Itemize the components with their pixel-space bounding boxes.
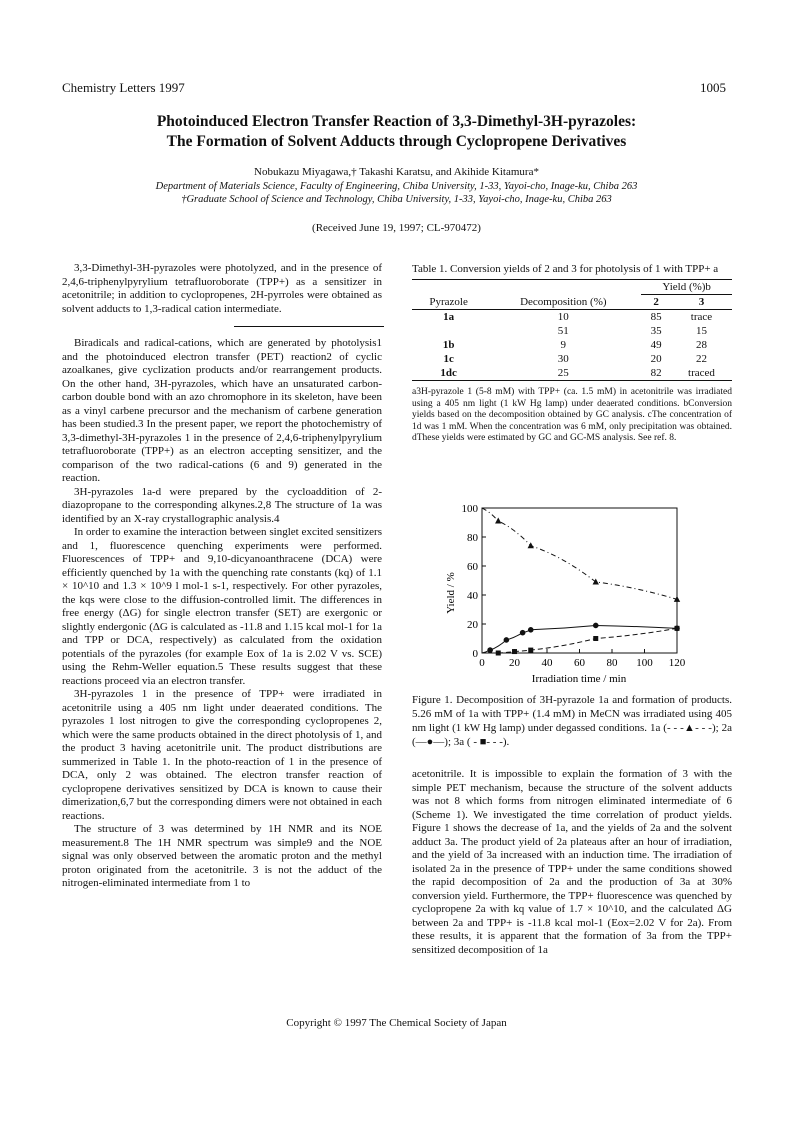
table-notes: a3H-pyrazole 1 (5-8 mM) with TPP+ (ca. 1.5 mM) in acetonitrile was irradiated using a 405 nm light (1 kW Hg lamp) under deaerated conditions. bConversion yields based on the decomposition obtained by GC analysis. cThe concentration of 1d was 1 mM. When the concentration was 6 mM, only precipitation was obtained. dThese yields were estimated by GC and GC-MS analysis. See ref. 8. [412, 387, 732, 443]
table-cell: 1c [443, 353, 454, 365]
paragraph-1: Biradicals and radical-cations, which are generated by photolysis1 and the photoinduced electron transfer (PET) reaction2 of cyclic azoalkanes, give cyclization products and/or rearrangement products. On the other hand, 3H-pyrazoles, which have an unsaturated carbon-carbon double bond with an azo chromophore in its skeleton, have been as a vinyl carbene precursor and the mechanism of carbene generation has been studied.3 In the present paper, we report the photochemistry of 3,3-dimethyl-3H-pyrazoles 1 in the presence of 2,4,6-triphenylpyrylium tetrafluoroborate (TPP+) as an electron accepting sensitizer, and the comparison of the two radical-cations (6 and 9) generated in the reaction. [62, 337, 382, 484]
point-2a [593, 623, 599, 629]
point-2a [504, 637, 510, 643]
y-tick-label: 100 [461, 503, 478, 515]
table-cell: 28 [695, 339, 707, 351]
table-1 [412, 280, 732, 381]
affiliation-2: †Graduate School of Science and Technology, Chiba University, 1-33, Yayoi-cho, Inage-ku, Chiba 263 [181, 194, 612, 205]
journal-name: Chemistry Letters 1997 [62, 80, 185, 95]
y-axis-label: Yield / % [445, 572, 457, 614]
table-cell: 1a [443, 311, 455, 323]
point-2a [487, 647, 493, 653]
table-cell: 30 [557, 353, 569, 365]
table-row [412, 310, 732, 325]
series-line-2a [482, 625, 677, 653]
table-row [412, 352, 732, 366]
y-tick-label: 60 [467, 561, 478, 573]
paragraph-3: In order to examine the interaction between singlet excited sensitizers and 1, fluorescence quenching experiments were performed. Fluorescences of TPP+ and 9,10-dicyanoanthracene (DCA) were efficiently quenched by 1a with the quenching rate constants (kq) of 1.1 × 10^10 and 1.3 × 10^9 l mol-1 s-1, respectively. For other pyrazoles, the kqs were close to the diffusion-controlled limit. The differences in free energy (ΔG) for single electron transfer (SET) are exergonic or slightly endergonic (ΔG is calculated as -11.8 and 1.15 kcal mol-1 for 1a and TPP or DCA, respectively) as calculated from the oxidation potentials of the pyrazoles (for example Eox of 1a is 2.02 V vs. SCE) using the Rehm-Weller equation.5 These results suggest that these reactions proceed via an electron transfer. [62, 526, 382, 687]
table-cell: 51 [557, 325, 569, 337]
point-1a [528, 542, 534, 548]
table-cell: traced [688, 367, 715, 379]
y-tick-label: 40 [467, 590, 478, 602]
abstract: 3,3-Dimethyl-3H-pyrazoles were photolyzed, and in the presence of 2,4,6-triphenylpyrylium tetrafluoroborate (TPP+) as a sensitizer in acetonitrile; in addition to cyclopropenes, 2H-pyrroles were obtained as solvent adducts to 1,3-radical cation intermediate. [62, 262, 382, 315]
paragraph-4: 3H-pyrazoles 1 in the presence of TPP+ were irradiated in acetonitrile using a 405 nm light under deaerated conditions. The pyrazoles 1 lost nitrogen to give the corresponding cyclopropenes 2, which were the same products obtained in the direct photolysis of 1, and the product 3 having acetonitrile unit. The product distributions are summerized in Table 1. In the photo-reaction of 1 in the presence of DCA, only 2 was obtained. The electron transfer reaction of cyclopropene derivatives sensitized by DCA is known to cause their dimerization,6,7 but the corresponding dimers were not obtained in each reactions. [62, 688, 382, 822]
x-tick-label: 80 [606, 657, 618, 669]
title-line-1: Photoinduced Electron Transfer Reaction of 3,3-Dimethyl-3H-pyrazoles: [156, 113, 637, 130]
paragraph-continued: acetonitrile. It is impossible to explain the formation of 3 with the simple PET mechanism, because the structure of the solvent adducts was not 8 which forms from nitrogen eliminated intermediate of 6 (Scheme 1). We investigated the time correlation of product yields. Figure 1 shows the decrease of 1a, and the yields of 2a and the solvent adduct 3a. The product yield of 2a plateaus after an hour of irradiation, and the yield of 3a increased with an induction time. The irradiation of isolated 2a in the presence of TPP+ under the same conditions showed the rapid decomposition of 2a and the production of 3a at 30% conversion yield. Furthermore, the TPP+ fluorescence was quenched by cyclopropene 2a with kq value of 1.7 × 10^10, and the calculated ΔG between 2a and TPP+ is -11.8 kcal mol-1 (Eox=2.02 V for 2a). From these results, it is apparent that the formation of 3a from the TPP+ sensitized decomposition of 1a [412, 768, 732, 956]
point-2a [520, 630, 526, 636]
table-cell [412, 324, 485, 338]
table-cell: 1b [442, 339, 455, 351]
table-row [412, 366, 732, 381]
table-header: Pyrazole [429, 295, 468, 308]
x-tick-label: 60 [574, 657, 585, 669]
table-row [412, 324, 732, 338]
figure-1-chart [432, 498, 702, 688]
point-3a [512, 649, 517, 654]
table-cell: 10 [557, 311, 569, 323]
table-cell: 22 [695, 353, 707, 365]
table-cell: 9 [560, 339, 567, 351]
table-caption: Table 1. Conversion yields of 2 and 3 for photolysis of 1 with TPP+ a [412, 263, 719, 275]
yield-header: Yield (%)b [641, 280, 732, 295]
table-block [412, 262, 732, 445]
x-axis-label: Irradiation time / min [531, 673, 627, 685]
table-cell: 15 [695, 325, 707, 337]
copyright-footer: Copyright © 1997 The Chemical Society of Japan [286, 1017, 507, 1029]
plot-frame [482, 508, 677, 653]
authors: Nobukazu Miyagawa,† Takashi Karatsu, and Akihide Kitamura* [254, 166, 539, 178]
table-cell: 85 [650, 311, 662, 323]
y-tick-label: 80 [467, 532, 478, 544]
y-tick-label: 0 [472, 648, 478, 660]
point-3a [496, 651, 501, 656]
paragraph-2: 3H-pyrazoles 1a-d were prepared by the cycloaddition of 2-diazopropane to the corresponding alkynes.2,8 The structure of 1a was identified by an X-ray crystallographic analysis.4 [62, 485, 382, 525]
table-header: 2 [653, 296, 659, 308]
y-tick-label: 20 [467, 619, 478, 631]
received-date: (Received June 19, 1997; CL-970472) [312, 222, 481, 234]
plot-area [462, 503, 686, 669]
point-3a [528, 648, 533, 653]
x-tick-label: 100 [636, 657, 653, 669]
series-line-1a [482, 508, 677, 599]
table-cell: 49 [650, 339, 662, 351]
x-tick-label: 0 [479, 657, 485, 669]
x-tick-label: 20 [509, 657, 520, 669]
right-column-text [412, 768, 732, 957]
table-cell: 25 [557, 367, 569, 379]
figure-caption: Figure 1. Decomposition of 3H-pyrazole 1a and formation of products. 5.26 mM of 1a with TPP+ (1.4 mM) in MeCN was irradiated using 405 nm light (1 kW Hg lamp) under degassed conditions. 1a (- - -▲- - -); 2a (—●—); 3a ( - ■- - -). [412, 694, 732, 748]
left-column [62, 262, 382, 891]
abstract-divider [234, 326, 384, 327]
table-row [412, 338, 732, 352]
point-1a [593, 578, 599, 584]
table-cell: 20 [650, 353, 662, 365]
table-cell: 82 [650, 367, 662, 379]
point-3a [593, 636, 598, 641]
table-cell: 35 [650, 325, 662, 337]
table-header: Decomposition (%) [520, 295, 607, 308]
affiliation-1: Department of Materials Science, Faculty of Engineering, Chiba University, 1-33, Yayoi-cho, Inage-ku, Chiba 263 [155, 181, 638, 192]
point-1a [495, 518, 501, 524]
x-tick-label: 120 [668, 657, 686, 669]
point-3a [675, 626, 680, 631]
table-header: 3 [698, 296, 705, 308]
title-line-2: The Formation of Solvent Adducts through Cyclopropene Derivatives [166, 133, 627, 150]
point-2a [528, 627, 534, 633]
paragraph-5: The structure of 3 was determined by 1H NMR and its NOE measurement.8 The 1H NMR spectrum was simple9 and the NOE signal was only observed between the aromatic proton and the methyl proton originated from the acetonitrile. 3 is not the adduct of the nitrogen-eliminated intermediate from 1 to [62, 823, 382, 889]
table-cell: trace [690, 311, 713, 323]
x-tick-label: 40 [541, 657, 553, 669]
page-number: 1005 [700, 80, 726, 95]
table-cell: 1dc [440, 367, 457, 379]
